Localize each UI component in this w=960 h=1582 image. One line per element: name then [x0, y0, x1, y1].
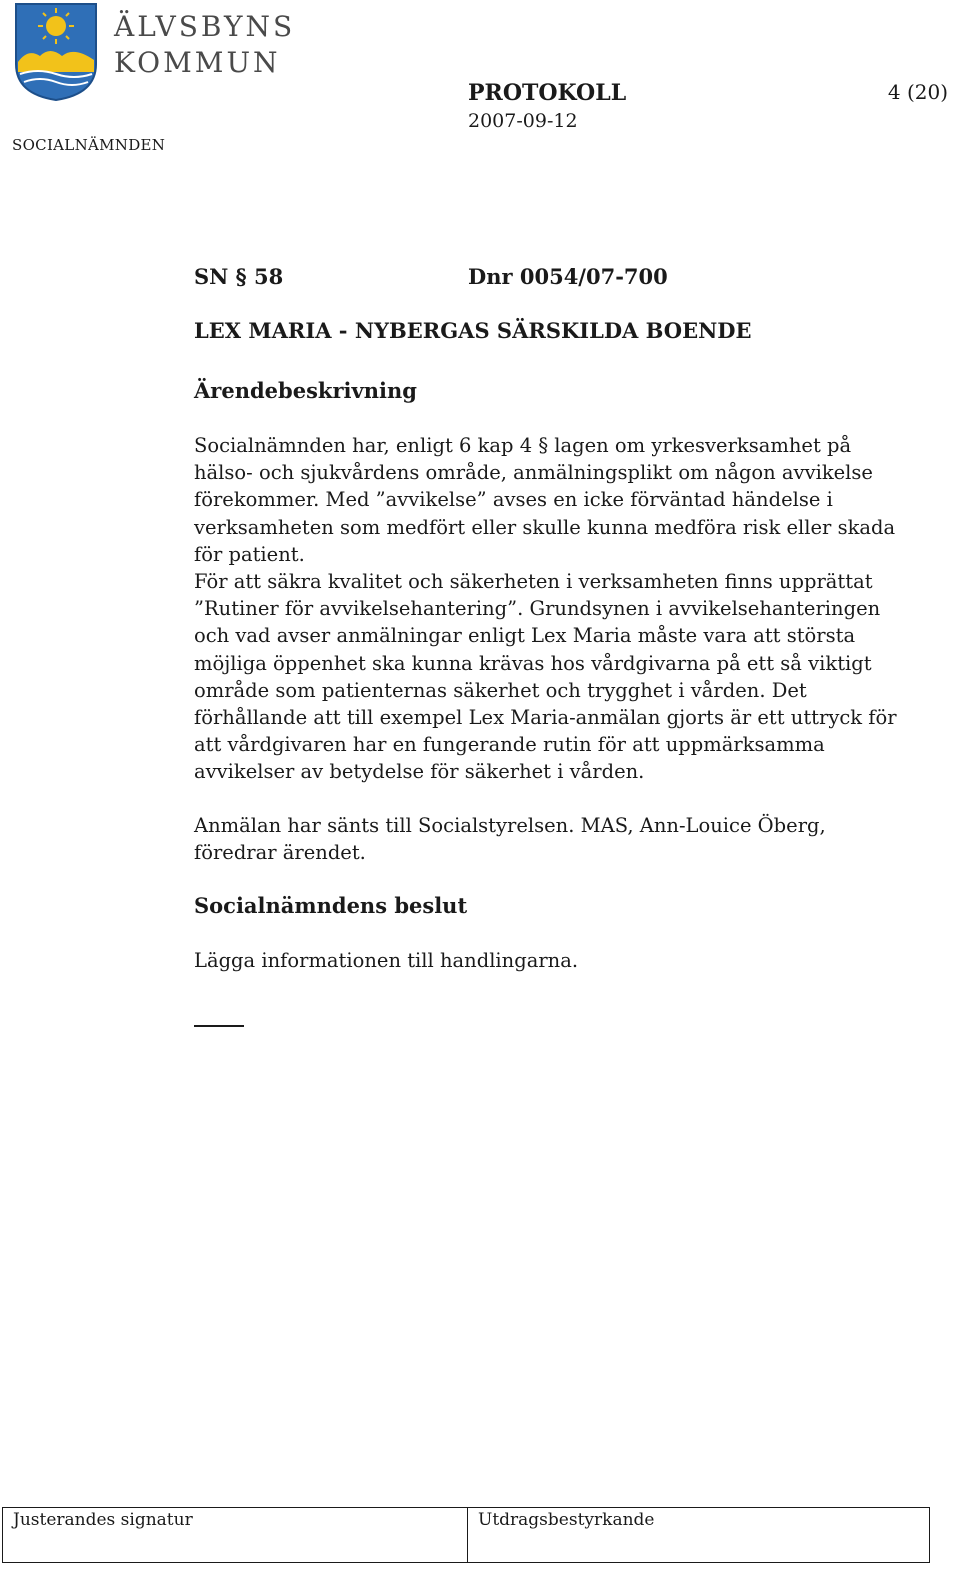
description-heading: Ärendebeskrivning	[194, 378, 417, 403]
page-number: 4 (20)	[887, 80, 948, 104]
department-name: SOCIALNÄMNDEN	[12, 136, 166, 154]
document-date: 2007-09-12	[468, 110, 578, 132]
signature-cell-right	[468, 1508, 929, 1562]
section-number: SN § 58	[194, 264, 284, 289]
document-type: PROTOKOLL	[468, 80, 627, 106]
municipality-coat-of-arms-icon	[14, 2, 98, 102]
extract-certification-label: Utdragsbestyrkande	[478, 1510, 655, 1530]
municipality-name-line2: KOMMUN	[114, 46, 281, 79]
description-paragraph: Anmälan har sänts till Socialstyrelsen. MAS, Ann-Louice Öberg, föredrar ärendet.	[194, 814, 826, 865]
description-paragraph: Socialnämnden har, enligt 6 kap 4 § lagen om yrkesverksamhet på hälso- och sjukvårdens område, anmälningsplikt om någon avvikelse förekommer. Med ”avvikelse” avses en icke förväntad händelse i verksamheten som medfört eller skulle kunna medföra risk eller skada för patient.	[194, 434, 896, 566]
decision-text: Lägga informationen till handlingarna.	[194, 949, 579, 972]
description-paragraph: För att säkra kvalitet och säkerheten i verksamheten finns upprättat ”Rutiner för avvikelsehantering”. Grundsynen i avvikelsehanteringen och vad avser anmälningar enligt Lex Maria måste vara att största möjliga öppenhet ska kunna krävas hos vårdgivarna på ett så viktigt område som patienternas säkerhet och trygghet i vården. Det förhållande att till exempel Lex Maria-anmälan gjorts är ett uttryck för att vårdgivaren har en fungerande rutin för att uppmärksamma avvikelser av betydelse för säkerhet i vården.	[194, 570, 897, 784]
signature-label: Justerandes signatur	[13, 1510, 193, 1530]
decision-heading: Socialnämndens beslut	[194, 893, 468, 918]
signature-cell-left	[3, 1508, 468, 1562]
municipality-name-line1: ÄLVSBYNS	[114, 10, 296, 43]
case-number: Dnr 0054/07-700	[468, 264, 668, 289]
end-of-section-rule	[194, 1025, 244, 1027]
signature-box	[2, 1507, 930, 1563]
matter-title: LEX MARIA - NYBERGAS SÄRSKILDA BOENDE	[194, 318, 752, 343]
